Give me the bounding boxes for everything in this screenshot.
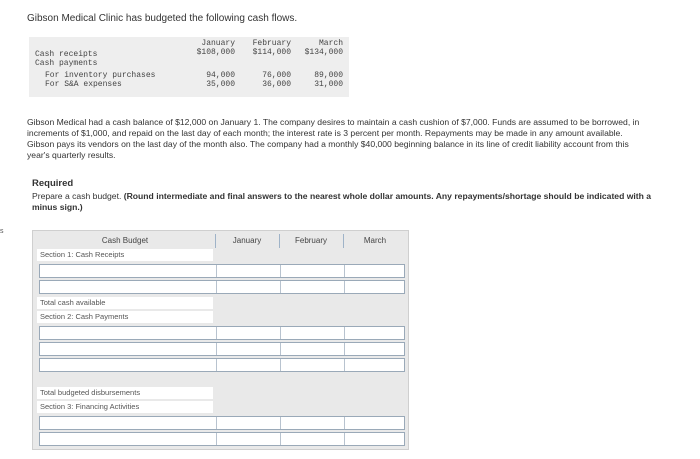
cf-value: 94,000 — [206, 71, 235, 80]
cf-label-sa-expenses: For S&A expenses — [45, 80, 122, 89]
intro-text: Gibson Medical Clinic has budgeted the following cash flows. — [27, 13, 298, 24]
total-cash-available-label: Total cash available — [37, 297, 213, 309]
required-instructions — [32, 191, 652, 213]
total-disbursements-label: Total budgeted disbursements — [37, 387, 213, 399]
january-cell[interactable] — [216, 359, 280, 371]
budget-header-january: January — [215, 234, 278, 248]
march-cell[interactable] — [344, 343, 406, 355]
march-cell[interactable] — [344, 281, 406, 293]
cf-month-february: February — [252, 39, 291, 48]
cf-month-march: March — [318, 39, 343, 48]
february-cell[interactable] — [280, 359, 344, 371]
cf-value: $134,000 — [304, 48, 343, 57]
january-cell[interactable] — [216, 343, 280, 355]
cf-label-cash-payments: Cash payments — [35, 59, 98, 68]
budget-header-label: Cash Budget — [101, 236, 149, 245]
required-heading: Required — [32, 178, 74, 189]
february-cell[interactable] — [280, 327, 344, 339]
cf-value: 36,000 — [262, 80, 291, 89]
march-cell[interactable] — [344, 417, 406, 429]
march-cell[interactable] — [344, 359, 406, 371]
january-cell[interactable] — [216, 417, 280, 429]
cf-value: 76,000 — [262, 71, 291, 80]
february-cell[interactable] — [280, 343, 344, 355]
january-cell[interactable] — [216, 265, 280, 277]
budget-header-march: March — [343, 234, 406, 248]
problem-paragraph: Gibson Medical had a cash balance of $12,000 on January 1. The company desires to maintain a cash cushion of $7,000. Funds are assumed to be borrowed, in increments of $1,000, and repaid on the last day of each month; the interest rate is 3 percent per month. Repayments may be made in any amount available. Gibson pays its vendors on the last day of the month also. The company had a monthly $40,000 beginning balance in its line of credit liability account from this year's quarterly results. — [27, 117, 640, 160]
february-cell[interactable] — [280, 433, 344, 445]
cf-value: 89,000 — [314, 71, 343, 80]
march-cell[interactable] — [344, 265, 406, 277]
required-text: Prepare a cash budget. — [32, 191, 122, 201]
cash-flow-table — [29, 37, 349, 97]
cf-label-cash-receipts: Cash receipts — [35, 50, 98, 59]
march-cell[interactable] — [344, 327, 406, 339]
section-1-label: Section 1: Cash Receipts — [37, 249, 213, 261]
february-cell[interactable] — [280, 265, 344, 277]
margin-mark: s — [0, 228, 4, 235]
budget-input-row[interactable] — [39, 342, 405, 356]
january-cell[interactable] — [216, 433, 280, 445]
february-cell[interactable] — [280, 417, 344, 429]
cf-label-inventory: For inventory purchases — [45, 71, 156, 80]
budget-input-row[interactable] — [39, 416, 405, 430]
budget-input-row[interactable] — [39, 326, 405, 340]
budget-header-february: February — [279, 234, 342, 248]
budget-input-row[interactable] — [39, 280, 405, 294]
cf-value: $108,000 — [196, 48, 235, 57]
budget-input-row[interactable] — [39, 432, 405, 446]
section-2-label: Section 2: Cash Payments — [37, 311, 213, 323]
budget-input-row[interactable] — [39, 264, 405, 278]
march-cell[interactable] — [344, 433, 406, 445]
cash-budget-worksheet — [32, 230, 409, 450]
january-cell[interactable] — [216, 327, 280, 339]
february-cell[interactable] — [280, 281, 344, 293]
cf-month-january: January — [201, 39, 235, 48]
january-cell[interactable] — [216, 281, 280, 293]
section-3-label: Section 3: Financing Activities — [37, 401, 213, 413]
cf-value: 35,000 — [206, 80, 235, 89]
budget-input-row[interactable] — [39, 358, 405, 372]
cf-value: $114,000 — [252, 48, 291, 57]
required-note: (Round intermediate and final answers to the nearest whole dollar amounts. Any repayments/shortage should be indicated with a minus sign.) — [32, 191, 652, 212]
cf-value: 31,000 — [314, 80, 343, 89]
